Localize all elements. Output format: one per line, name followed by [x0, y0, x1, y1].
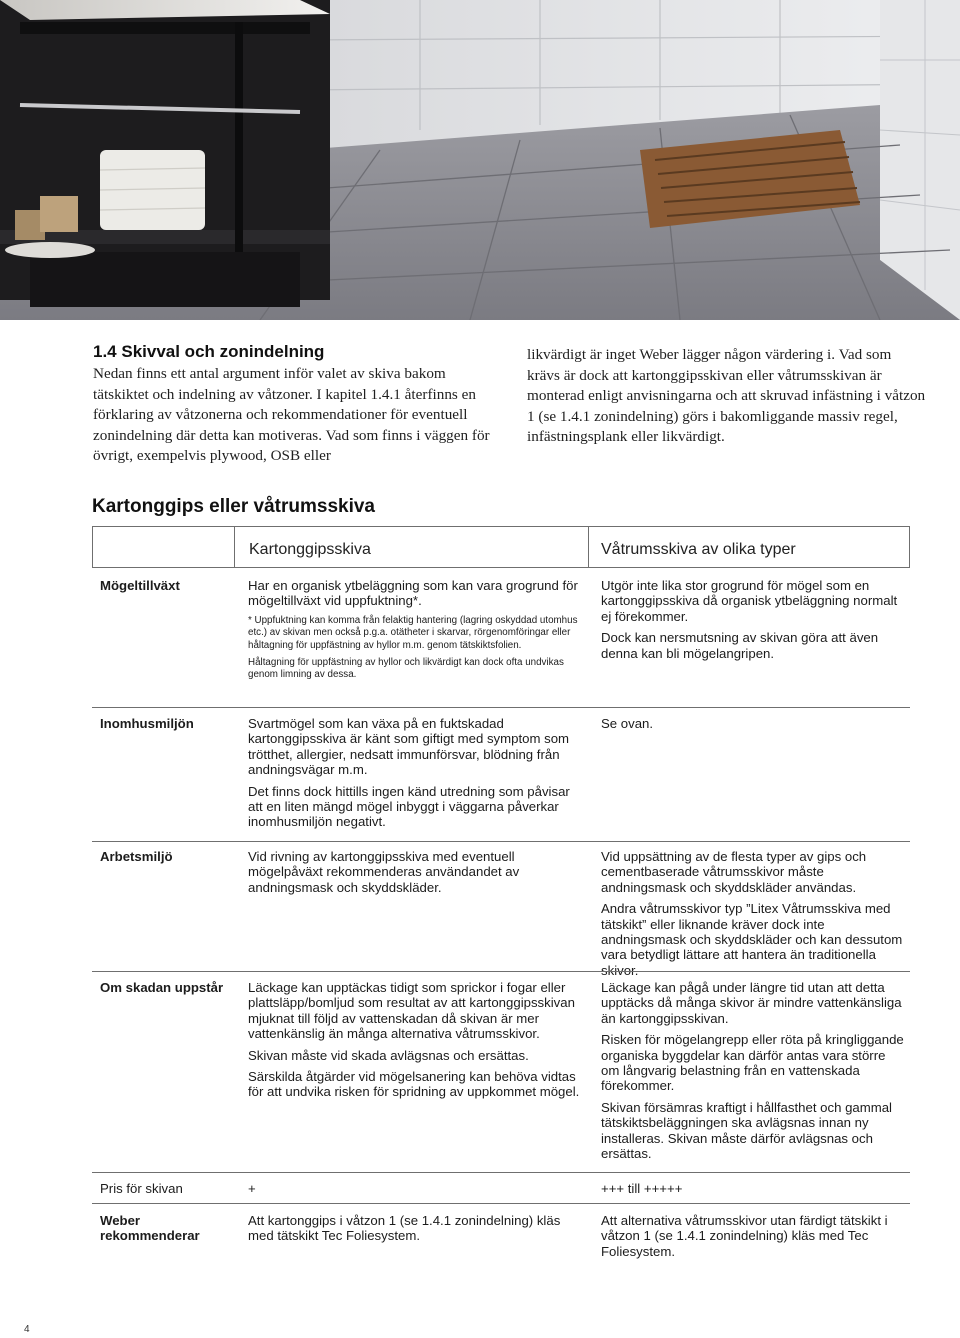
cell-text: +++ till +++++ — [601, 1181, 683, 1196]
cell-text: Andra våtrumsskivor typ ”Litex Våtrumsskiva med tätskikt” eller liknande kräver dock inte andningsmask och skyddskläder och kan dessutom vara betydligt lättare att hantera än traditionella skivor. — [601, 901, 903, 978]
intro-paragraph-right: likvärdigt är inget Weber lägger någon värdering i. Vad som krävs är dock att kartonggipsskivan eller våtrumsskivan är monterad enligt anvisningarna och att skruvad infästning i våtzon 1 (se 1.4.1 zonindelning) görs i bakomliggande massiv regel, infästningsplank eller likvärdigt. — [527, 346, 926, 446]
row-divider — [92, 1172, 910, 1173]
cell-inomhusmiljon-kartonggips — [248, 716, 588, 836]
cell-text: Risken för mögelangrepp eller röta på kringliggande organiska byggdelar kan därför antas vara större om långvarig belastning från en vattenskada förekommer. — [601, 1032, 904, 1094]
cell-text: Det finns dock hittills ingen känd utredning som påvisar att en liten mängd mögel inbyggt i väggarna påverkar inomhusmiljön negativt. — [248, 783, 570, 830]
cell-pris-vatrumsskiva — [601, 1181, 906, 1202]
cell-arbetsmiljo-kartonggips — [248, 849, 588, 901]
intro-right-column — [527, 345, 927, 448]
cell-text: Se ovan. — [601, 716, 654, 731]
cell-text: Vid uppsättning av de flesta typer av gips och cementbaserade våtrumsskivor måste andningsmask och skyddskläder användas. — [601, 849, 867, 895]
cell-text: + — [248, 1181, 256, 1196]
row-label-mogeltillvaxt: Mögeltillväxt — [100, 578, 180, 593]
cell-mogeltillvaxt-vatrumsskiva — [601, 578, 906, 667]
header-divider-1 — [234, 526, 235, 568]
row-divider — [92, 841, 910, 842]
intro-left-column — [93, 342, 493, 467]
cell-om-skadan-kartonggips — [248, 980, 588, 1106]
cell-text: Läckage kan pågå under längre tid utan att detta upptäcks då många skivor är mindre vattenkänsliga än kartonggipsskivan. — [601, 980, 902, 1026]
row-divider — [92, 971, 910, 972]
cell-mogeltillvaxt-kartonggips — [248, 578, 588, 687]
cell-inomhusmiljon-vatrumsskiva — [601, 716, 906, 737]
page-number: 4 — [24, 1324, 30, 1335]
row-label-om-skadan-uppstar: Om skadan uppstår — [100, 980, 224, 995]
cell-text: Läckage kan upptäckas tidigt som sprickor i fogar eller plattsläpp/bomljud som resultat av att kartonggipsskivan mjuknat till följd av vattenskadan då skivan är mer vattenkänslig än många alternativa våtrumsskivor. — [248, 980, 575, 1042]
column-header-kartonggips: Kartonggipsskiva — [249, 541, 371, 558]
cell-note: Håltagning för uppfästning av hyllor och likvärdigt kan dock ofta undvikas genom limning av dessa. — [248, 657, 564, 681]
cell-text: Att kartonggips i våtzon 1 (se 1.4.1 zonindelning) kläs med tätskikt Tec Foliesystem. — [248, 1213, 561, 1244]
cell-text: Svartmögel som kan växa på en fuktskadad kartonggipsskiva är känt som giftigt med symptom som trötthet, allergier, nedsatt immunförsvar, blödning från andningsvägar m.m. — [248, 716, 570, 778]
bathroom-illustration — [0, 0, 960, 320]
cell-text: Dock kan nersmutsning av skivan göra att även denna kan bli mögelangripen. — [601, 630, 879, 661]
cell-footnote: * Uppfuktning kan komma från felaktig hantering (lagring oskyddad utomhus etc.) av skivan men också p.g.a. otätheter i skarvar, rörgenomföringar eller håltagning för uppfästning av hyllor m.m. genom tätskiktsfolien. — [248, 614, 578, 651]
section-heading: 1.4 Skivval och zonindelning — [93, 342, 325, 361]
cell-text: Skivan försämras kraftigt i hållfasthet och gammal tätskiktsbeläggningen ska avlägsnas innan ny installeras. Skivan måste därför avlägsnas och ersättas. — [601, 1099, 892, 1162]
cell-om-skadan-vatrumsskiva — [601, 980, 906, 1167]
cell-text: Vid rivning av kartonggipsskiva med eventuell mögelpåväxt rekommenderas användandet av andningsmask och skyddskläder. — [248, 849, 520, 895]
cell-text: Utgör inte lika stor grogrund för mögel som en kartonggipsskiva då organisk ytbeläggning normalt ej förekommer. — [601, 578, 898, 624]
cell-weber-vatrumsskiva — [601, 1213, 913, 1265]
row-divider — [92, 1203, 910, 1204]
row-label-inomhusmiljon: Inomhusmiljön — [100, 716, 194, 731]
row-label-weber-rekommenderar: Weber rekommenderar — [100, 1213, 200, 1244]
header-divider-2 — [588, 526, 589, 568]
bathroom-photo — [0, 0, 960, 320]
table-title: Kartonggips eller våtrumsskiva — [92, 496, 375, 517]
cell-weber-kartonggips — [248, 1213, 588, 1250]
cell-pris-kartonggips — [248, 1181, 588, 1202]
cell-arbetsmiljo-vatrumsskiva — [601, 849, 911, 984]
row-label-arbetsmiljo: Arbetsmiljö — [100, 849, 173, 864]
cell-text: Har en organisk ytbeläggning som kan vara grogrund för mögeltillväxt vid uppfuktning*. — [248, 578, 578, 609]
cell-text: Särskilda åtgärder vid mögelsanering kan behöva vidtas för att undvika risken för spridning av uppkommet mögel. — [248, 1069, 580, 1100]
intro-paragraph-left: Nedan finns ett antal argument inför valet av skiva bakom tätskiktet och indelning av våtzoner. I kapitel 1.4.1 återfinns en förklaring av våtzonerna och rekommendationer för eventuell zonindelning där detta kan motiveras. Vad som finns i väggen för övrigt, exempelvis plywood, OSB eller — [93, 365, 490, 465]
cell-text: Skivan måste vid skada avlägsnas och ersättas. — [248, 1047, 529, 1063]
column-header-vatrumsskiva: Våtrumsskiva av olika typer — [601, 541, 796, 558]
cell-text: Att alternativa våtrumsskivor utan färdigt tätskikt i våtzon 1 (se 1.4.1 zonindelning) kläs med Tec Foliesystem. — [601, 1213, 888, 1259]
row-divider — [92, 707, 910, 708]
row-label-pris: Pris för skivan — [100, 1181, 183, 1196]
